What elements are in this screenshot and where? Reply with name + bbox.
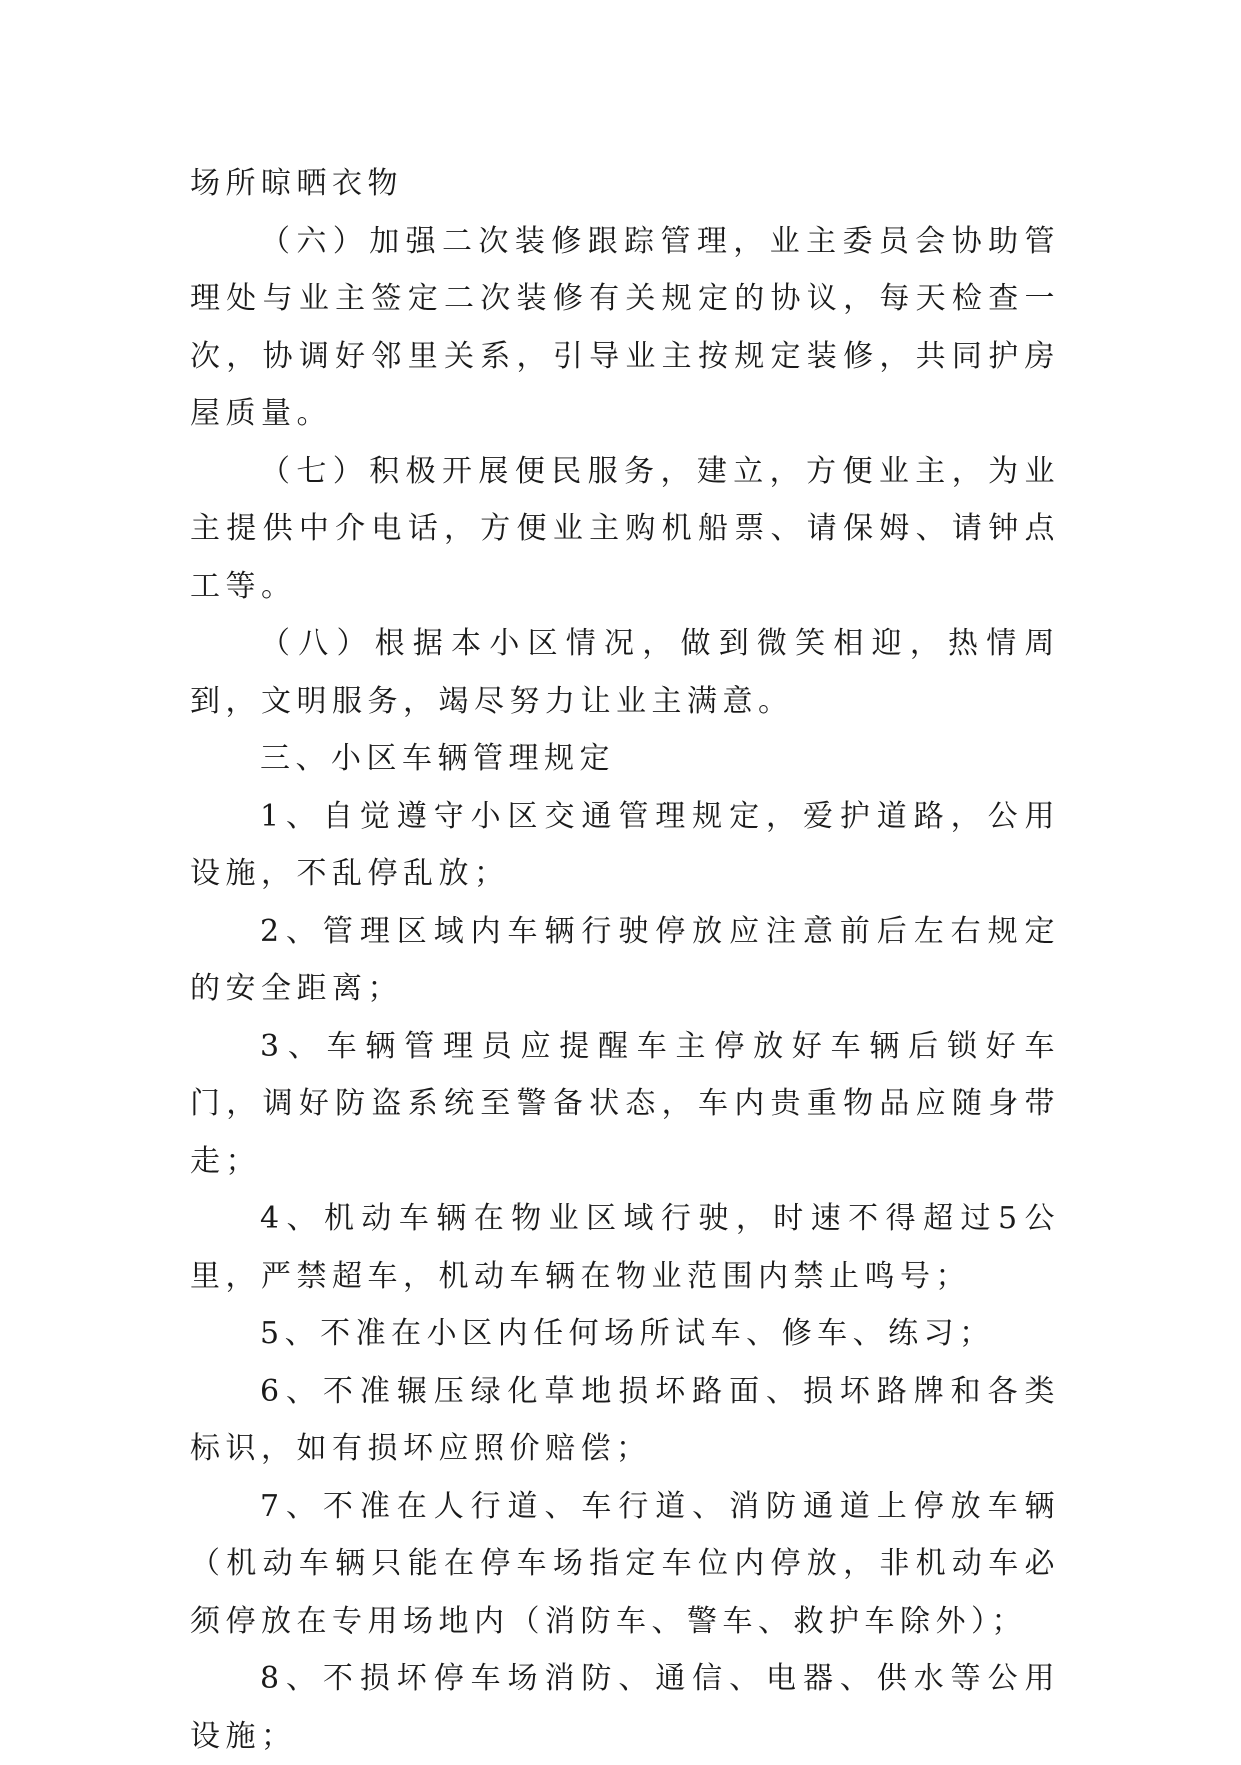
rule-item-1: 1、自觉遵守小区交通管理规定，爱护道路，公用设施，不乱停乱放； — [190, 798, 1060, 891]
rule-item-2: 2、管理区域内车辆行驶停放应注意前后左右规定的安全距离； — [190, 913, 1060, 1006]
section-heading-vehicle-rules: 三、小区车辆管理规定 — [260, 741, 615, 776]
rule-item-3: 3、车辆管理员应提醒车主停放好车辆后锁好车门，调好防盗系统至警备状态，车内贵重物品应随身带走； — [190, 1028, 1060, 1179]
rule-item-6: 6、不准辗压绿化草地损坏路面、损坏路牌和各类标识，如有损坏应照价赔偿； — [190, 1373, 1060, 1466]
paragraph-continued: 场所晾晒衣物 — [190, 166, 403, 201]
document-body — [190, 155, 1060, 1765]
rule-item-4: 4、机动车辆在物业区域行驶，时速不得超过5公里，严禁超车，机动车辆在物业范围内禁止鸣号； — [190, 1201, 1060, 1294]
paragraph-item-six: （六）加强二次装修跟踪管理，业主委员会协助管理处与业主签定二次装修有关规定的协议，每天检查一次，协调好邻里关系，引导业主按规定装修，共同护房屋质量。 — [190, 223, 1060, 431]
paragraph-item-eight: （八）根据本小区情况，做到微笑相迎，热情周到，文明服务，竭尽努力让业主满意。 — [190, 626, 1060, 719]
rule-item-7: 7、不准在人行道、车行道、消防通道上停放车辆（机动车辆只能在停车场指定车位内停放，非机动车必须停放在专用场地内（消防车、警车、救护车除外）； — [190, 1488, 1060, 1639]
rule-item-8: 8、不损坏停车场消防、通信、电器、供水等公用设施； — [190, 1661, 1060, 1754]
paragraph-item-seven: （七）积极开展便民服务，建立，方便业主，为业主提供中介电话，方便业主购机船票、请保姆、请钟点工等。 — [190, 453, 1060, 604]
rule-item-5: 5、不准在小区内任何场所试车、修车、练习； — [260, 1316, 995, 1351]
